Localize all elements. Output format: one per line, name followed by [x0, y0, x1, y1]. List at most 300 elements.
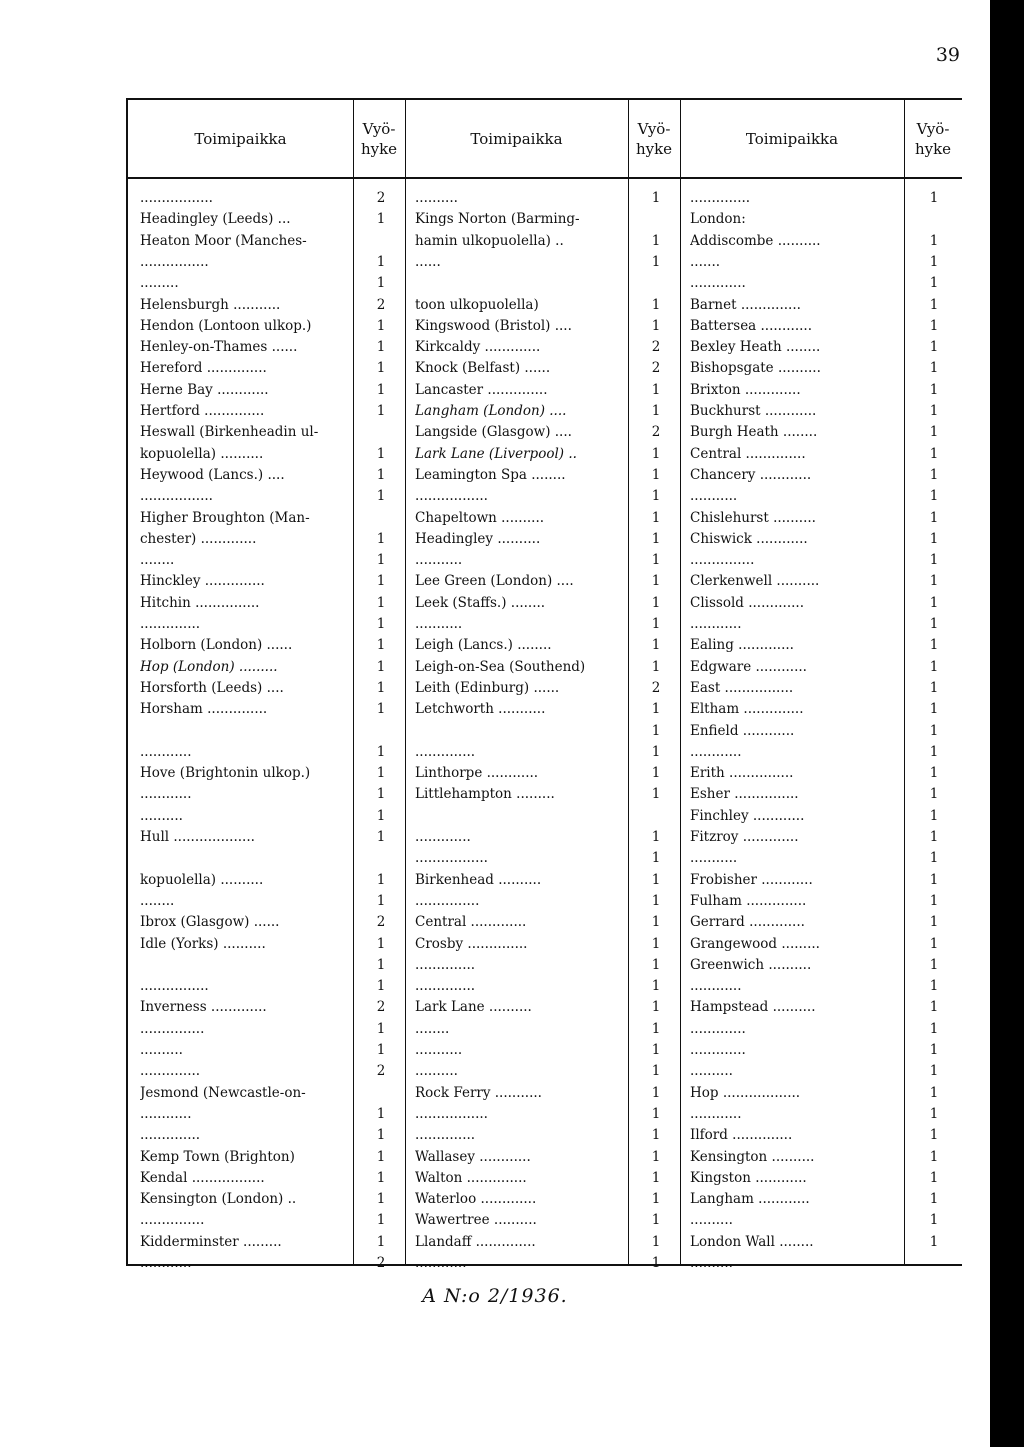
place-col-1: Heywood (Lancs.) ....: [140, 466, 285, 483]
place-col-2: ......: [415, 253, 441, 270]
place-col-3: ...........: [690, 850, 738, 867]
zone-col-2: 1: [651, 445, 661, 462]
zone-col-1: 1: [376, 403, 386, 419]
table-row: [128, 912, 962, 933]
zone-col-1: 1: [376, 701, 386, 718]
zone-col-2: 1: [651, 786, 661, 803]
place-col-2: toon ulkopuolella): [415, 296, 539, 313]
zone-col-1: 1: [376, 935, 386, 952]
place-col-3: London:: [690, 211, 746, 228]
table-row: [128, 1147, 962, 1168]
place-col-3: Burgh Heath ........: [690, 424, 818, 441]
place-col-1: ........: [140, 552, 175, 569]
zone-col-2: 1: [651, 1105, 661, 1122]
zone-col-3: 1: [929, 424, 939, 441]
place-col-1: Kemp Town (Brighton): [140, 1148, 295, 1165]
place-col-2: Rock Ferry ...........: [415, 1084, 542, 1101]
place-col-3: ..........: [690, 1255, 733, 1271]
zone-col-3: 1: [929, 1233, 939, 1250]
zone-col-2: 1: [651, 701, 661, 718]
zone-col-1: 1: [376, 1020, 386, 1037]
zone-col-2: 1: [651, 1127, 661, 1144]
zone-col-3: 1: [929, 466, 939, 483]
zone-col-3: 1: [929, 232, 939, 249]
zone-col-3: 1: [929, 275, 939, 292]
table-row: [128, 444, 962, 465]
zone-col-3: 1: [929, 530, 939, 547]
table-row: [128, 1232, 962, 1253]
place-col-3: Hampstead ..........: [690, 999, 816, 1016]
zone-col-1: 2: [376, 296, 386, 313]
zone-col-2: 1: [651, 1191, 661, 1208]
zone-col-1: 1: [376, 488, 386, 505]
table-row: [128, 252, 962, 273]
place-col-2: Langside (Glasgow) ....: [415, 424, 572, 441]
table-row: [128, 508, 962, 529]
zone-col-1: 1: [376, 1233, 386, 1250]
place-col-2: Lee Green (London) ....: [415, 573, 574, 590]
place-col-3: Clissold .............: [690, 594, 804, 611]
place-col-2: ...........: [415, 616, 463, 632]
place-col-1: ...............: [140, 1020, 205, 1037]
zone-col-1: 1: [376, 956, 386, 973]
table-row: [128, 571, 962, 592]
zone-col-2: 1: [651, 999, 661, 1016]
zone-col-3: 1: [929, 296, 939, 313]
place-col-3: Greenwich ..........: [690, 956, 812, 973]
table-row: [128, 976, 962, 997]
place-col-3: Hop ..................: [690, 1084, 801, 1101]
zone-col-1: 2: [376, 1063, 386, 1080]
place-col-2: ...........: [415, 552, 463, 569]
table-row: [128, 231, 962, 252]
place-col-2: Headingley ..........: [415, 530, 541, 547]
zone-col-1: 2: [376, 999, 386, 1016]
place-col-2: ...............: [415, 892, 480, 909]
table-row: [128, 997, 962, 1018]
place-col-2: Wawertree ..........: [415, 1212, 537, 1229]
table-row: [128, 529, 962, 550]
zone-col-1: 1: [376, 466, 386, 483]
place-col-3: Addiscombe ..........: [690, 232, 821, 249]
table-row: [128, 380, 962, 401]
place-col-1: .................: [140, 488, 213, 505]
table-row: [128, 1210, 962, 1231]
zone-col-1: 1: [376, 871, 386, 888]
zone-col-3: 1: [929, 978, 939, 995]
zone-col-1: 1: [376, 253, 386, 270]
place-col-2: Lark Lane ..........: [415, 999, 532, 1016]
place-col-2: Central .............: [415, 914, 527, 931]
place-col-3: Ilford ..............: [690, 1127, 793, 1144]
table-row: [128, 422, 962, 443]
table-row: [128, 486, 962, 507]
place-col-2: Letchworth ...........: [415, 701, 546, 718]
place-col-1: Headingley (Leeds) ...: [140, 211, 291, 228]
zone-col-2: 1: [651, 296, 661, 313]
place-col-3: Kensington ..........: [690, 1148, 815, 1165]
place-col-2: ..............: [415, 743, 476, 760]
zone-col-3: 1: [929, 552, 939, 569]
place-col-1: .........: [140, 275, 179, 292]
zone-col-3: 1: [929, 807, 939, 824]
zone-col-2: 2: [651, 360, 661, 377]
table-row: [128, 209, 962, 230]
zone-col-1: 1: [376, 743, 386, 760]
zone-col-1: 1: [376, 360, 386, 377]
zone-col-3: 1: [929, 1191, 939, 1208]
place-col-2: Walton ..............: [415, 1169, 527, 1186]
zone-col-3: 1: [929, 509, 939, 526]
table-row: [128, 358, 962, 379]
place-col-1: kopuolella) ..........: [140, 445, 264, 462]
header-place-3: Toimipaikka: [745, 129, 839, 148]
zone-col-1: 2: [376, 914, 386, 931]
place-col-2: .............: [415, 829, 471, 845]
place-col-1: Hertford ..............: [140, 403, 265, 419]
table-row: [128, 401, 962, 422]
zone-col-2: 1: [651, 956, 661, 973]
zone-col-2: 1: [651, 232, 661, 249]
zone-col-1: 1: [376, 978, 386, 995]
zone-col-2: 1: [651, 1042, 661, 1058]
zone-col-3: 1: [929, 1105, 939, 1122]
zone-col-1: 1: [376, 616, 386, 632]
place-col-1: Kidderminster .........: [140, 1233, 282, 1250]
zone-col-2: 1: [651, 1020, 661, 1037]
place-col-2: ...........: [415, 1042, 463, 1058]
table-row: [128, 1104, 962, 1125]
place-col-3: Chiswick ............: [690, 530, 808, 547]
zone-col-1: 1: [376, 275, 386, 292]
zone-col-3: 1: [929, 1212, 939, 1229]
zone-table: [126, 98, 962, 1271]
table-header: [128, 100, 962, 179]
place-col-1: Horsforth (Leeds) ....: [140, 679, 284, 696]
place-col-3: ............: [690, 1105, 742, 1122]
zone-col-2: 1: [651, 1212, 661, 1229]
place-col-2: Kirkcaldy .............: [415, 339, 541, 356]
zone-col-1: 1: [376, 594, 386, 611]
zone-col-1: 1: [376, 1042, 386, 1058]
place-col-3: Bexley Heath ........: [690, 339, 821, 356]
zone-col-3: 1: [929, 616, 939, 632]
zone-col-3: 1: [929, 850, 939, 867]
place-col-3: Edgware ............: [690, 658, 807, 675]
place-col-2: Knock (Belfast) ......: [415, 360, 551, 377]
zone-col-3: 1: [929, 594, 939, 611]
place-col-2: Wallasey ............: [415, 1148, 531, 1165]
table-row: [128, 337, 962, 358]
table-row: [128, 678, 962, 699]
place-col-2: Lark Lane (Liverpool) ..: [415, 445, 577, 462]
zone-col-1: 1: [376, 530, 386, 547]
document-footer: A N:o 2/1936.: [422, 1285, 568, 1307]
place-col-2: ..........: [415, 190, 458, 206]
table-row: [128, 784, 962, 805]
zone-col-1: 1: [376, 381, 386, 398]
place-col-3: Eltham ..............: [690, 701, 804, 718]
place-col-2: Kings Norton (Barming-: [415, 211, 580, 228]
zone-col-2: 1: [651, 935, 661, 952]
zone-col-3: 1: [929, 1169, 939, 1186]
table-row: [128, 806, 962, 827]
place-col-3: .............: [690, 1042, 746, 1058]
place-col-3: Fitzroy .............: [690, 829, 799, 845]
place-col-2: Llandaff ..............: [415, 1233, 536, 1250]
zone-col-1: 1: [376, 317, 386, 334]
table-row: [128, 1253, 962, 1274]
zone-col-3: 1: [929, 317, 939, 334]
table-row: [128, 1083, 962, 1104]
zone-col-2: 1: [651, 317, 661, 334]
zone-col-3: 1: [929, 339, 939, 356]
place-col-1: Inverness .............: [140, 999, 267, 1016]
place-col-3: ...........: [690, 488, 738, 505]
zone-col-2: 1: [651, 1255, 661, 1271]
place-col-2: .................: [415, 488, 488, 505]
place-col-2: Leigh (Lancs.) ........: [415, 637, 552, 654]
place-col-3: Finchley ............: [690, 807, 805, 824]
header-zone-2: Vyö- hyke: [635, 119, 673, 158]
place-col-2: ..............: [415, 978, 476, 995]
place-col-3: London Wall ........: [690, 1233, 814, 1250]
zone-col-2: 1: [651, 871, 661, 888]
table-row: [128, 316, 962, 337]
place-col-1: ........: [140, 892, 175, 909]
place-col-1: Herne Bay ............: [140, 381, 269, 398]
place-col-3: Brixton .............: [690, 381, 801, 398]
zone-col-2: 1: [651, 530, 661, 547]
place-col-1: ..............: [140, 1127, 201, 1144]
place-col-1: kopuolella) ..........: [140, 871, 264, 888]
zone-col-3: 1: [929, 722, 939, 739]
zone-col-1: 1: [376, 1148, 386, 1165]
table-row: [128, 891, 962, 912]
place-col-3: Barnet ..............: [690, 296, 801, 313]
zone-col-1: 1: [376, 765, 386, 782]
header-place-2: Toimipaikka: [470, 129, 563, 148]
zone-col-1: 1: [376, 211, 386, 228]
place-col-1: ............: [140, 1105, 192, 1122]
place-col-1: Higher Broughton (Man-: [140, 509, 310, 526]
place-col-2: ........: [415, 1020, 450, 1037]
zone-col-2: 1: [651, 1233, 661, 1250]
place-col-3: ..............: [690, 190, 751, 206]
place-col-2: ..........: [415, 1063, 458, 1080]
zone-col-2: 2: [651, 339, 661, 356]
zone-col-3: 1: [929, 829, 939, 845]
zone-col-2: 1: [651, 658, 661, 675]
zone-col-2: 1: [651, 488, 661, 505]
zone-col-2: 2: [651, 679, 661, 696]
table-row: [128, 465, 962, 486]
zone-col-1: 1: [376, 637, 386, 654]
place-col-1: ..........: [140, 807, 183, 824]
zone-col-3: 1: [929, 892, 939, 909]
zone-col-1: 1: [376, 1212, 386, 1229]
place-col-3: Central ..............: [690, 445, 806, 462]
place-col-1: Heswall (Birkenheadin ul-: [140, 424, 319, 441]
zone-col-3: 1: [929, 488, 939, 505]
zone-col-2: 1: [651, 978, 661, 995]
zone-col-3: 1: [929, 1127, 939, 1144]
zone-col-3: 1: [929, 956, 939, 973]
place-col-2: Leamington Spa ........: [415, 466, 566, 483]
place-col-2: ..............: [415, 956, 476, 973]
zone-col-3: 1: [929, 786, 939, 803]
zone-col-1: 1: [376, 1191, 386, 1208]
zone-col-3: 1: [929, 935, 939, 952]
zone-col-2: 1: [651, 829, 661, 845]
zone-col-3: 1: [929, 765, 939, 782]
place-col-1: ..............: [140, 616, 201, 632]
place-col-2: hamin ulkopuolella) ..: [415, 232, 564, 249]
place-col-1: Horsham ..............: [140, 701, 268, 718]
place-col-1: ...............: [140, 1212, 205, 1229]
zone-col-2: 1: [651, 594, 661, 611]
place-col-1: Ibrox (Glasgow) ......: [140, 914, 280, 931]
place-col-1: Hendon (Lontoon ulkop.): [140, 317, 312, 334]
zone-col-2: 1: [651, 381, 661, 398]
place-col-2: Leith (Edinburg) ......: [415, 679, 560, 696]
zone-col-3: 1: [929, 573, 939, 590]
place-col-1: ..............: [140, 1063, 201, 1080]
place-col-3: ............: [690, 616, 742, 632]
zone-col-1: 1: [376, 892, 386, 909]
place-col-3: Esher ...............: [690, 786, 799, 803]
place-col-1: ................: [140, 253, 209, 270]
place-col-1: ................: [140, 978, 209, 995]
place-col-3: ............: [690, 978, 742, 995]
place-col-2: Crosby ..............: [415, 935, 528, 952]
place-col-3: Enfield ............: [690, 722, 795, 739]
table-row: [128, 848, 962, 869]
place-col-2: Lancaster ..............: [415, 381, 548, 398]
zone-col-2: 1: [651, 743, 661, 760]
place-col-1: Jesmond (Newcastle-on-: [140, 1084, 306, 1101]
place-col-3: .......: [690, 253, 721, 270]
zone-col-1: 2: [376, 1255, 386, 1271]
place-col-1: Holborn (London) ......: [140, 637, 293, 654]
table-row: [128, 955, 962, 976]
place-col-2: Littlehampton .........: [415, 786, 555, 803]
place-col-1: Hitchin ...............: [140, 594, 260, 611]
table-row: [128, 1061, 962, 1082]
zone-col-3: 1: [929, 1063, 939, 1080]
zone-col-1: 1: [376, 1169, 386, 1186]
place-col-1: Hereford ..............: [140, 360, 267, 377]
place-col-1: ............: [140, 1255, 192, 1271]
place-col-3: Fulham ..............: [690, 892, 807, 909]
place-col-1: Hove (Brightonin ulkop.): [140, 765, 311, 782]
place-col-1: Helensburgh ...........: [140, 296, 281, 313]
table-row: [128, 1040, 962, 1061]
place-col-1: Hop (London) .........: [140, 658, 278, 675]
zone-col-3: 1: [929, 445, 939, 462]
zone-col-2: 1: [651, 509, 661, 526]
place-col-2: ..............: [415, 1127, 476, 1144]
zone-col-3: 1: [929, 360, 939, 377]
zone-col-1: 1: [376, 1127, 386, 1144]
zone-col-2: 1: [651, 1148, 661, 1165]
place-col-1: Hinckley ..............: [140, 573, 265, 590]
place-col-3: Bishopsgate ..........: [690, 360, 821, 377]
zone-col-2: 1: [651, 637, 661, 654]
place-col-3: Kingston ............: [690, 1169, 807, 1186]
place-col-2: .................: [415, 1105, 488, 1122]
zone-col-2: 1: [651, 573, 661, 590]
place-col-3: Chancery ............: [690, 466, 812, 483]
table-row: [128, 934, 962, 955]
place-col-2: Leigh-on-Sea (Southend): [415, 658, 586, 675]
zone-col-1: 1: [376, 339, 386, 356]
zone-col-2: 1: [651, 1084, 661, 1101]
place-col-1: Hull ...................: [140, 829, 255, 845]
header-place-1: Toimipaikka: [194, 129, 287, 148]
zone-col-3: 1: [929, 743, 939, 760]
place-col-3: Grangewood .........: [690, 935, 820, 952]
zone-col-2: 1: [651, 765, 661, 782]
table-row: [128, 657, 962, 678]
place-col-2: ............: [415, 1255, 467, 1271]
zone-col-3: 1: [929, 403, 939, 419]
table-row: [128, 273, 962, 294]
zone-col-2: 1: [651, 914, 661, 931]
table-row: [128, 614, 962, 635]
place-col-3: ...............: [690, 552, 755, 569]
zone-col-2: 2: [651, 424, 661, 441]
zone-col-3: 1: [929, 999, 939, 1016]
place-col-3: Gerrard .............: [690, 914, 805, 931]
zone-col-2: 1: [651, 403, 661, 419]
place-col-3: Chislehurst ..........: [690, 509, 816, 526]
table-row: [128, 1168, 962, 1189]
zone-col-3: 1: [929, 1148, 939, 1165]
place-col-1: .................: [140, 190, 213, 206]
zone-col-2: 1: [651, 1063, 661, 1080]
place-col-3: ..........: [690, 1212, 733, 1229]
table-row: [128, 593, 962, 614]
place-col-1: ..........: [140, 1042, 183, 1058]
zone-col-3: 1: [929, 637, 939, 654]
zone-col-3: 1: [929, 253, 939, 270]
table-row: [128, 870, 962, 891]
zone-col-2: 1: [651, 466, 661, 483]
place-col-3: Buckhurst ............: [690, 403, 817, 419]
place-col-2: Birkenhead ..........: [415, 871, 542, 888]
header-zone-1: Vyö- hyke: [360, 119, 398, 158]
zone-col-3: 1: [929, 1042, 939, 1058]
table-row: [128, 1019, 962, 1040]
place-col-1: ............: [140, 743, 192, 760]
place-col-1: Kensington (London) ..: [140, 1191, 297, 1208]
zone-col-2: 1: [651, 1169, 661, 1186]
zone-col-2: 1: [651, 616, 661, 632]
zone-col-2: 1: [651, 850, 661, 867]
place-col-1: chester) .............: [140, 530, 257, 547]
table-row: [128, 635, 962, 656]
place-col-3: Clerkenwell ..........: [690, 573, 820, 590]
zone-col-1: 1: [376, 573, 386, 590]
zone-col-3: 1: [929, 871, 939, 888]
place-col-3: Frobisher ............: [690, 871, 813, 888]
table-row: [128, 1125, 962, 1146]
zone-col-3: 1: [929, 658, 939, 675]
table-row: [128, 827, 962, 848]
table-row: [128, 742, 962, 763]
table-row: [128, 721, 962, 742]
